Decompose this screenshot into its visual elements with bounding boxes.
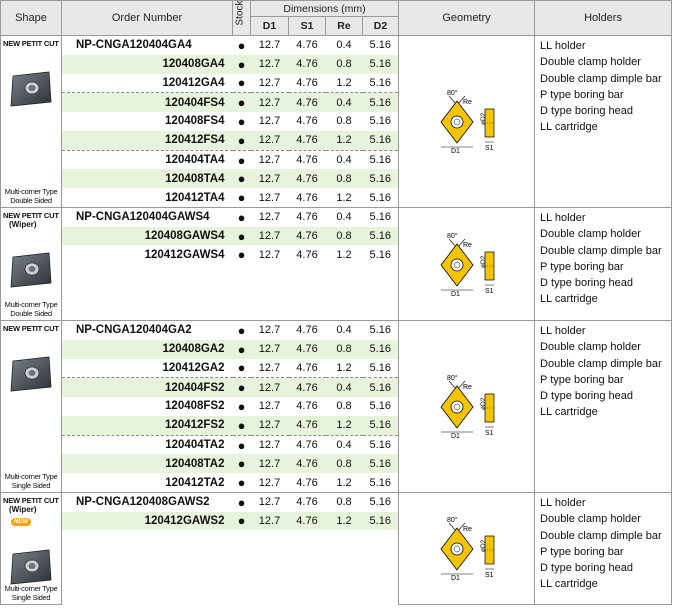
- order-number: 120404TA4: [62, 150, 233, 169]
- holder-item: P type boring bar: [540, 260, 624, 273]
- shape-note-line: Single Sided: [11, 593, 51, 602]
- order-number: NP-CNGA120408GAWS2: [62, 493, 233, 512]
- geometry-s1-label: S1: [484, 572, 494, 579]
- dim-s1: 4.76: [296, 361, 318, 374]
- order-number: 120412GA2: [62, 359, 233, 378]
- dim-s1: 4.76: [289, 493, 326, 512]
- order-number: 120404FS2: [62, 378, 233, 397]
- geometry-diagram: [427, 87, 507, 153]
- holder-item: LL holder: [540, 40, 586, 52]
- dim-d2: 5.16: [363, 378, 399, 397]
- stock-indicator: ●: [237, 247, 246, 263]
- dim-s1: 4.76: [289, 454, 326, 473]
- dim-re: 1.2: [336, 76, 352, 89]
- insert-photo: [7, 68, 55, 110]
- dim-s1: 4.76: [296, 400, 318, 413]
- dim-d1: 12.7: [258, 476, 281, 489]
- group-name: NEW PETIT CUT: [3, 324, 59, 333]
- order-number: 120408TA2: [62, 454, 233, 473]
- dim-s1: 4.76: [296, 476, 318, 489]
- dim-s1: 4.76: [289, 227, 326, 246]
- dim-d1: 12.7: [258, 76, 281, 89]
- holder-item: LL cartridge: [540, 406, 598, 419]
- dim-d1: 12.7: [251, 454, 289, 473]
- header-stock-label: Stock: [234, 0, 246, 25]
- order-number: NP-CNGA120404GAWS4: [62, 208, 233, 227]
- dim-d1: 12.7: [251, 340, 289, 359]
- header-re: Re: [326, 17, 363, 36]
- geometry-diagram: [427, 514, 507, 580]
- header-dimensions: Dimensions (mm): [251, 1, 399, 17]
- stock-indicator: ●: [233, 208, 251, 227]
- header-geometry: Geometry: [399, 1, 535, 36]
- dim-s1: 4.76: [296, 76, 318, 89]
- dim-re: 1.2: [326, 131, 363, 150]
- order-number: 120408FS4: [62, 112, 233, 131]
- holder-item: Double clamp holder: [540, 56, 641, 69]
- dim-d1: 12.7: [251, 416, 289, 435]
- dim-d1: 12.7: [251, 131, 289, 150]
- geometry-diagram: [427, 230, 507, 296]
- shape-cell: [1, 321, 62, 493]
- dim-d2: 5.16: [363, 454, 399, 473]
- insert-photo: [7, 249, 55, 291]
- shape-note-line: Multi-corner Type: [4, 300, 58, 309]
- stock-indicator: ●: [233, 435, 251, 454]
- dim-s1: 4.76: [289, 150, 326, 169]
- geometry-d1-label: D1: [450, 433, 460, 438]
- group-name: NEW PETIT CUT: [3, 211, 59, 220]
- dim-s1: 4.76: [296, 191, 318, 204]
- stock-indicator: ●: [233, 150, 251, 169]
- stock-indicator: ●: [233, 378, 251, 397]
- stock-indicator: ●: [233, 227, 251, 246]
- geometry-d1-label: D1: [450, 290, 460, 296]
- header-d1: D1: [251, 17, 289, 36]
- order-number: 120404FS4: [62, 93, 233, 112]
- stock-indicator: ●: [237, 475, 246, 491]
- geometry-re-label: Re: [462, 526, 472, 533]
- holder-item: Double clamp holder: [540, 513, 641, 526]
- shape-note-line: Multi-corner Type: [4, 584, 58, 593]
- holders-cell: [535, 208, 672, 321]
- insert-photo: [7, 353, 55, 395]
- dim-s1: 4.76: [289, 340, 326, 359]
- dim-d1: 12.7: [251, 169, 289, 188]
- shape-note: [1, 300, 61, 318]
- dim-d2: 5.16: [363, 169, 399, 188]
- geometry-angle-label: 80°: [446, 517, 458, 524]
- geometry-cell: [399, 493, 535, 605]
- geometry-angle-label: 80°: [446, 232, 458, 240]
- holder-item: Double clamp dimple bar: [540, 244, 662, 257]
- dim-d1: 12.7: [258, 115, 281, 128]
- geometry-diagram: [427, 372, 507, 438]
- dim-d2: 5.16: [369, 191, 391, 204]
- dim-d2: 5.16: [363, 321, 399, 340]
- stock-indicator: ●: [237, 398, 246, 414]
- dim-re: 0.8: [326, 169, 363, 188]
- shape-note-line: Double Sided: [10, 196, 52, 205]
- stock-indicator: ●: [237, 75, 246, 91]
- order-number: 120412TA4: [62, 188, 233, 207]
- order-number: 120412GAWS2: [62, 512, 233, 531]
- order-number: 120412FS4: [62, 131, 233, 150]
- geometry-cell: [399, 321, 535, 493]
- dim-s1: 4.76: [289, 131, 326, 150]
- geometry-cell: [399, 208, 535, 321]
- geometry-d2-label: øD2: [479, 397, 487, 410]
- shape-note-line: Multi-corner Type: [4, 187, 58, 196]
- holders-cell: [535, 321, 672, 493]
- shape-note: [1, 472, 61, 490]
- shape-note: [1, 584, 61, 602]
- dim-re: 0.8: [326, 493, 363, 512]
- dim-d2: 5.16: [363, 208, 399, 227]
- dim-d1: 12.7: [251, 435, 289, 454]
- holder-item: P type boring bar: [540, 545, 624, 558]
- stock-indicator: ●: [233, 55, 251, 74]
- dim-s1: 4.76: [289, 435, 326, 454]
- holder-item: Double clamp holder: [540, 228, 641, 241]
- dim-s1: 4.76: [296, 115, 318, 128]
- dim-re: 0.4: [326, 150, 363, 169]
- dim-d1: 12.7: [251, 36, 289, 55]
- holder-item: Double clamp dimple bar: [540, 529, 662, 542]
- insert-photo: [7, 546, 55, 588]
- dim-d1: 12.7: [251, 93, 289, 112]
- table-row: [1, 36, 672, 55]
- dim-d2: 5.16: [363, 131, 399, 150]
- shape-note-line: Multi-corner Type: [4, 472, 58, 481]
- holder-item: LL holder: [540, 212, 586, 224]
- order-number: 120412GAWS4: [62, 245, 233, 264]
- order-number: 120408GA2: [62, 340, 233, 359]
- shape-note-line: Double Sided: [10, 309, 52, 318]
- dim-d2: 5.16: [363, 227, 399, 246]
- geometry-s1-label: S1: [484, 145, 494, 152]
- dim-d2: 5.16: [369, 400, 391, 413]
- geometry-re-label: Re: [462, 384, 472, 391]
- dim-s1: 4.76: [289, 169, 326, 188]
- holder-item: Double clamp dimple bar: [540, 72, 662, 85]
- stock-indicator: ●: [233, 340, 251, 359]
- dim-re: 0.8: [336, 115, 352, 128]
- header-s1: S1: [289, 17, 326, 36]
- shape-note: [1, 187, 61, 205]
- stock-indicator: ●: [233, 454, 251, 473]
- order-number: 120412FS2: [62, 416, 233, 435]
- dim-d2: 5.16: [369, 361, 391, 374]
- geometry-s1-label: S1: [484, 287, 494, 295]
- order-number: 120412TA2: [62, 473, 233, 492]
- dim-s1: 4.76: [289, 378, 326, 397]
- dim-s1: 4.76: [289, 512, 326, 531]
- geometry-d1-label: D1: [450, 148, 460, 153]
- geometry-d2-label: øD2: [479, 112, 487, 125]
- dim-re: 1.2: [336, 476, 352, 489]
- dim-s1: 4.76: [296, 248, 318, 261]
- geometry-re-label: Re: [462, 99, 472, 106]
- holder-item: LL holder: [540, 497, 586, 509]
- geometry-d1-label: D1: [450, 575, 460, 580]
- order-number: NP-CNGA120404GA2: [62, 321, 233, 340]
- holder-item: LL holder: [540, 325, 586, 337]
- dim-d1: 12.7: [258, 191, 281, 204]
- holders-cell: [535, 493, 672, 605]
- dim-d2: 5.16: [363, 416, 399, 435]
- holders-cell: [535, 36, 672, 208]
- dim-re: 0.4: [326, 208, 363, 227]
- table-row: [1, 321, 672, 340]
- stock-indicator: ●: [233, 512, 251, 531]
- dim-d2: 5.16: [369, 248, 391, 261]
- dim-s1: 4.76: [289, 208, 326, 227]
- dim-re: 0.4: [326, 378, 363, 397]
- group-name: NEW PETIT CUT: [3, 496, 59, 505]
- holder-item: LL cartridge: [540, 121, 598, 134]
- dim-d1: 12.7: [251, 55, 289, 74]
- dim-d2: 5.16: [363, 55, 399, 74]
- stock-indicator: ●: [237, 113, 246, 129]
- dim-s1: 4.76: [289, 93, 326, 112]
- dim-re: 1.2: [336, 191, 352, 204]
- geometry-d2-label: øD2: [479, 539, 487, 552]
- geometry-angle-label: 80°: [446, 375, 458, 382]
- dim-re: 0.4: [326, 321, 363, 340]
- order-number: 120412GA4: [62, 74, 233, 93]
- dim-re: 0.8: [336, 400, 352, 413]
- dim-re: 1.2: [326, 512, 363, 531]
- new-badge: NEW: [11, 518, 31, 526]
- dim-d2: 5.16: [363, 93, 399, 112]
- dim-s1: 4.76: [289, 416, 326, 435]
- dim-d2: 5.16: [363, 36, 399, 55]
- stock-indicator: ●: [233, 321, 251, 340]
- dim-d2: 5.16: [363, 340, 399, 359]
- holder-item: LL cartridge: [540, 293, 598, 306]
- dim-d1: 12.7: [251, 321, 289, 340]
- stock-indicator: ●: [233, 416, 251, 435]
- order-number: 120408GA4: [62, 55, 233, 74]
- dim-s1: 4.76: [289, 321, 326, 340]
- wiper-label: (Wiper): [9, 220, 37, 229]
- dim-re: 0.4: [326, 36, 363, 55]
- geometry-d2-label: øD2: [479, 255, 487, 268]
- dim-d2: 5.16: [363, 435, 399, 454]
- dim-d2: 5.16: [369, 76, 391, 89]
- dim-re: 0.4: [326, 93, 363, 112]
- holder-item: D type boring head: [540, 105, 633, 118]
- header-order-number: Order Number: [62, 1, 233, 36]
- holder-item: P type boring bar: [540, 373, 624, 386]
- dim-d2: 5.16: [363, 493, 399, 512]
- header-shape: Shape: [1, 1, 62, 36]
- order-number: 120404TA2: [62, 435, 233, 454]
- dim-d1: 12.7: [251, 208, 289, 227]
- dim-re: 1.2: [326, 416, 363, 435]
- holder-item: D type boring head: [540, 562, 633, 575]
- stock-indicator: ●: [233, 131, 251, 150]
- dim-re: 0.8: [326, 55, 363, 74]
- geometry-cell: [399, 36, 535, 208]
- dim-d2: 5.16: [363, 150, 399, 169]
- stock-indicator: ●: [233, 36, 251, 55]
- dim-re: 1.2: [336, 361, 352, 374]
- stock-indicator: ●: [233, 493, 251, 512]
- dim-d2: 5.16: [363, 512, 399, 531]
- dim-re: 0.8: [326, 340, 363, 359]
- dim-s1: 4.76: [289, 55, 326, 74]
- holder-item: P type boring bar: [540, 88, 624, 101]
- dim-re: 0.8: [326, 227, 363, 246]
- dim-d1: 12.7: [251, 378, 289, 397]
- header-stock: [233, 1, 251, 36]
- dim-re: 0.8: [326, 454, 363, 473]
- holder-item: Double clamp dimple bar: [540, 357, 662, 370]
- table-row: [1, 493, 672, 512]
- order-number: NP-CNGA120404GA4: [62, 36, 233, 55]
- shape-note-line: Single Sided: [11, 481, 51, 490]
- dim-d2: 5.16: [369, 476, 391, 489]
- dim-d1: 12.7: [258, 248, 281, 261]
- dim-re: 1.2: [336, 248, 352, 261]
- dim-d1: 12.7: [251, 150, 289, 169]
- dim-d2: 5.16: [369, 115, 391, 128]
- dim-s1: 4.76: [289, 36, 326, 55]
- header-holders: Holders: [535, 1, 672, 36]
- holder-item: LL cartridge: [540, 578, 598, 591]
- dim-d1: 12.7: [251, 227, 289, 246]
- stock-indicator: ●: [233, 93, 251, 112]
- group-name: NEW PETIT CUT: [3, 39, 59, 48]
- dim-d1: 12.7: [251, 512, 289, 531]
- stock-indicator: ●: [237, 360, 246, 376]
- stock-indicator: ●: [233, 169, 251, 188]
- holder-item: Double clamp holder: [540, 341, 641, 354]
- dim-d1: 12.7: [251, 493, 289, 512]
- dim-d1: 12.7: [258, 400, 281, 413]
- shape-cell: [1, 36, 62, 208]
- shape-cell: [1, 493, 62, 605]
- shape-cell: [1, 208, 62, 321]
- holder-item: D type boring head: [540, 390, 633, 403]
- order-number: 120408FS2: [62, 397, 233, 416]
- order-number: 120408GAWS4: [62, 227, 233, 246]
- wiper-label: (Wiper): [9, 505, 37, 514]
- dim-d1: 12.7: [258, 361, 281, 374]
- header-d2: D2: [363, 17, 399, 36]
- stock-indicator: ●: [237, 190, 246, 206]
- table-row: [1, 208, 672, 227]
- order-number: 120408TA4: [62, 169, 233, 188]
- dim-re: 0.4: [326, 435, 363, 454]
- geometry-s1-label: S1: [484, 430, 494, 437]
- geometry-re-label: Re: [462, 241, 472, 249]
- geometry-angle-label: 80°: [446, 90, 458, 97]
- holder-item: D type boring head: [540, 277, 633, 290]
